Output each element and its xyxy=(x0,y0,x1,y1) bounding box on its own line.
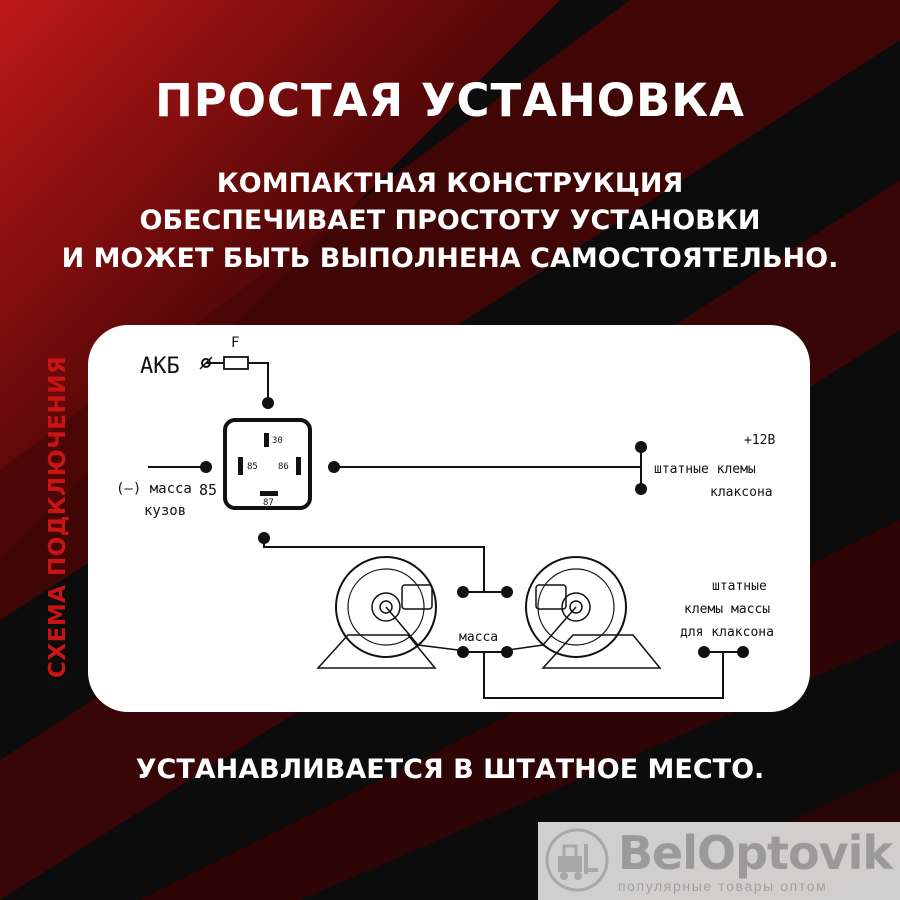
wiring-diagram xyxy=(88,325,810,712)
horn-2-mount xyxy=(543,635,660,668)
plus-12v-label: +12В xyxy=(744,433,776,448)
ground-label: (—) масса xyxy=(116,481,192,497)
forklift-logo-icon xyxy=(544,826,610,894)
ground-body-label: кузов xyxy=(144,503,187,519)
wiring-diagram-panel xyxy=(88,325,810,712)
horn-terminals-label-2: клаксона xyxy=(710,485,773,500)
watermark-brand: BelOptovik xyxy=(618,826,892,880)
mass-terminals-label-3: для клаксона xyxy=(680,625,774,640)
page-title: ПРОСТАЯ УСТАНОВКА xyxy=(155,74,745,127)
horn-1-mount xyxy=(318,635,435,668)
mass-terminals-label-2: клемы массы xyxy=(684,602,771,617)
mass-terminals-label-1: штатные xyxy=(712,579,767,594)
subtitle-line-1: КОМПАКТНАЯ КОНСТРУКЦИЯ xyxy=(216,168,684,199)
side-label-wiring-scheme: СХЕМА ПОДКЛЮЧЕНИЯ xyxy=(45,355,71,678)
watermark-slogan: популярные товары оптом xyxy=(618,878,828,894)
subtitle-line-3: И МОЖЕТ БЫТЬ ВЫПОЛНЕНА САМОСТОЯТЕЛЬНО. xyxy=(61,243,839,274)
relay-pin-85: 85 xyxy=(247,462,258,472)
horn-terminals-label-1: штатные клемы xyxy=(654,462,756,477)
relay-pin-30: 30 xyxy=(272,436,283,446)
fuse-icon xyxy=(224,357,248,369)
watermark xyxy=(538,822,900,900)
fuse-label: F xyxy=(231,335,240,351)
footer-caption: УСТАНАВЛИВАЕТСЯ В ШТАТНОЕ МЕСТО. xyxy=(135,754,765,785)
mass-label: масса xyxy=(459,630,499,645)
relay-pin-86: 86 xyxy=(278,462,289,472)
battery-label: АКБ xyxy=(140,354,180,379)
ground-pin-label: 85 xyxy=(199,481,218,499)
subtitle-line-2: ОБЕСПЕЧИВАЕТ ПРОСТОТУ УСТАНОВКИ xyxy=(139,205,761,236)
relay-pin-87: 87 xyxy=(263,498,274,508)
